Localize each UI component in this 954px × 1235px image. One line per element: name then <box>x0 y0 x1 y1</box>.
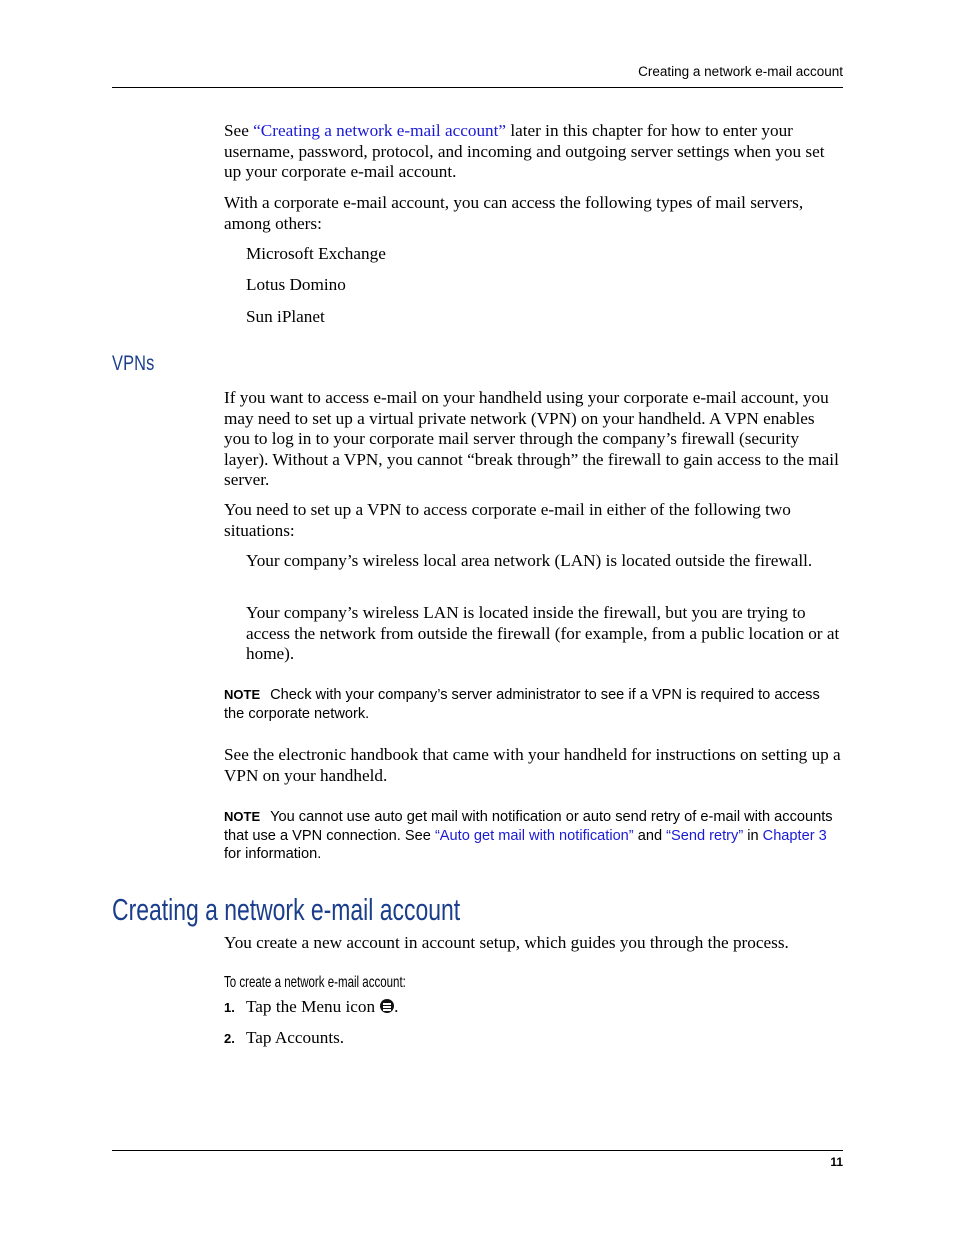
step-2 <box>224 1028 842 1050</box>
server-item-1: Microsoft Exchange <box>246 244 386 263</box>
note-label: NOTE <box>224 687 261 702</box>
intro-paragraph-1 <box>224 121 842 183</box>
header-rule <box>112 87 843 88</box>
step-number: 1. <box>224 1000 235 1015</box>
network-account-paragraph: You create a new account in account setup, which guides you through the process. <box>224 933 789 952</box>
link-send-retry[interactable]: “Send retry” <box>666 827 744 844</box>
note-label: NOTE <box>224 809 261 824</box>
note-auto-get-mail <box>224 808 842 864</box>
vpns-heading: VPNs <box>112 352 155 375</box>
intro-p1-post: later in this chapter for how to enter your username, password, protocol, and incoming and outgoing server settings when you set up your corporate e-mail account. <box>224 121 825 181</box>
intro-p1-pre: See <box>224 121 254 140</box>
footer-rule <box>112 1150 843 1151</box>
note-text-mid: and <box>633 827 667 844</box>
network-account-heading: Creating a network e-mail account <box>112 892 461 927</box>
situation-item-1: Your company’s wireless local area network (LAN) is located outside the firewall. <box>246 551 813 570</box>
note-text: Check with your company’s server administrator to see if a VPN is required to access the corporate network. <box>224 687 820 722</box>
link-auto-get-mail[interactable]: “Auto get mail with notification” <box>434 827 634 844</box>
situation-item-2: Your company’s wireless LAN is located inside the firewall, but you are trying to access the network from outside the firewall (for example, from a public location or at home). <box>246 603 840 663</box>
running-header: Creating a network e-mail account <box>638 64 843 79</box>
step-text: Tap the Menu icon <box>246 997 376 1016</box>
link-chapter-3[interactable]: Chapter 3 <box>762 827 827 844</box>
server-item-3: Sun iPlanet <box>246 307 325 326</box>
step-number: 2. <box>224 1031 235 1046</box>
vpns-paragraph-1: If you want to access e-mail on your handheld using your corporate e-mail account, you may need to set up a virtual private network (VPN) on your handheld. A VPN enables you to log in to your corporate mail server through the company’s firewall (security layer). Without a VPN, you cannot “break through” the firewall to gain access to the mail server. <box>224 388 839 489</box>
note-text-post: for information. <box>224 846 322 862</box>
intro-paragraph-2: With a corporate e-mail account, you can access the following types of mail servers, among others: <box>224 193 804 233</box>
note-text-pre: You cannot use auto get mail with notification or auto send retry of e-mail with accounts that use a VPN connection. See <box>224 809 833 844</box>
step-text: Tap Accounts. <box>246 1028 345 1047</box>
menu-icon <box>380 999 394 1013</box>
step-suffix: . <box>394 997 399 1016</box>
note-text-mid: in <box>743 827 763 844</box>
vpns-paragraph-3: See the electronic handbook that came with your handheld for instructions on setting up a VPN on your handheld. <box>224 745 841 785</box>
page-number: 11 <box>830 1155 843 1169</box>
server-item-2: Lotus Domino <box>246 275 346 294</box>
link-creating-network-account[interactable]: “Creating a network e-mail account” <box>253 121 507 140</box>
procedure-heading: To create a network e-mail account: <box>224 974 406 991</box>
note-vpn-required <box>224 686 842 723</box>
vpns-paragraph-2: You need to set up a VPN to access corporate e-mail in either of the following two situations: <box>224 500 791 540</box>
step-1 <box>224 997 842 1019</box>
